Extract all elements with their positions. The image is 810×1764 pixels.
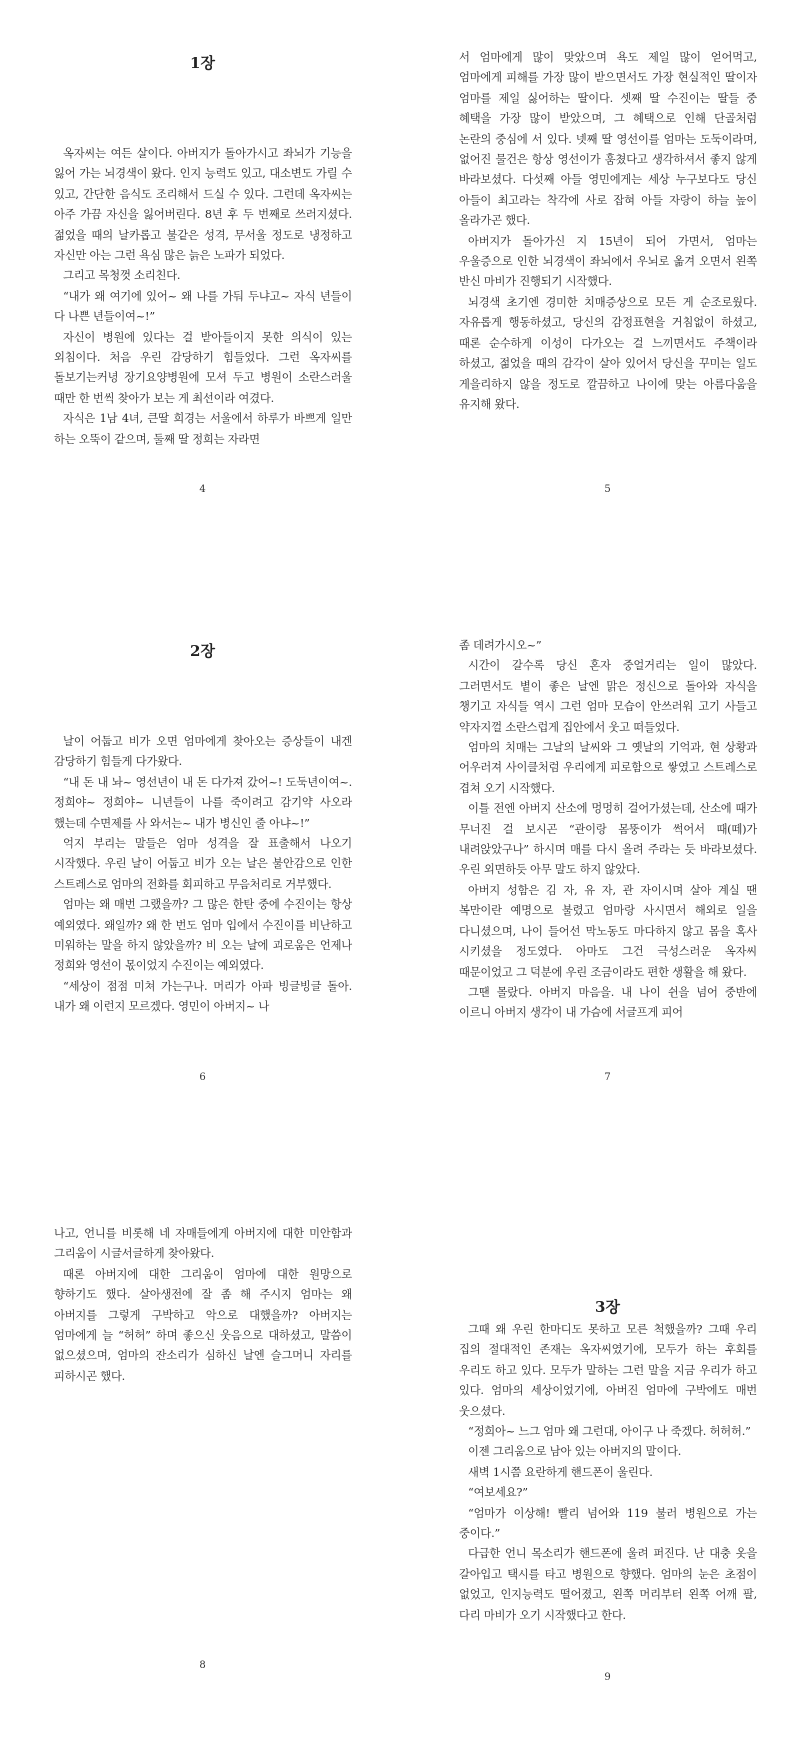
page-4 (0, 0, 405, 588)
paragraph: 억지 부리는 말들은 엄마 성격을 잘 표출해서 나오기 시작했다. 우린 날이 어둡고 비가 오는 날은 불안감으로 인한 스트레스로 엄마의 전화를 회피하고 무음처리로 거부했다. (54, 837, 352, 891)
paragraph: 다급한 언니 목소리가 핸드폰에 울려 퍼진다. 난 대충 옷을 갈아입고 택시를 타고 병원으로 향했다. 엄마의 눈은 초점이 없었고, 인지능력도 떨어졌고, 왼쪽 머리부터 왼쪽 어깨 팔, 다리 마비가 오기 시작했다고 한다. (459, 1547, 757, 1622)
paragraph: 시간이 갈수록 당신 혼자 중얼거리는 일이 많았다. 그러면서도 볕이 좋은 날엔 맑은 정신으로 돌아와 자식을 챙기고 자식들 역시 그런 엄마 모습이 안쓰러워 고기 사들고 약자지껄 소란스럽게 집안에서 웃고 떠들었다. (459, 659, 757, 734)
page-text (459, 48, 757, 415)
page-5 (405, 0, 810, 588)
paragraph: 엄마는 왜 매번 그랬을까? 그 많은 한탄 중에 수진이는 항상 예외였다. 왜일까? 왜 한 번도 엄마 입에서 수진이를 비난하고 미워하는 말을 하지 않았을까? 비 오는 날에 괴로움은 언제나 정희와 영선이 몫이었지 수진이는 예외였다. (54, 898, 352, 973)
page-7 (405, 588, 810, 1176)
paragraph: 그때 왜 우린 한마디도 못하고 모른 척했을까? 그때 우리 집의 절대적인 존재는 옥자씨였기에, 모두가 하는 후회를 우리도 하고 있다. 모두가 말하는 그런 말을 지금 우리가 하고 있다. 엄마의 세상이었기에, 아버진 엄마에 구박에도 매번 웃으셨다. (459, 1323, 757, 1418)
paragraph: “정희아~ 느그 엄마 왜 그런대, 아이구 나 죽겠다. 허허허.” (468, 1425, 751, 1439)
chapter-title: 2장 (190, 642, 215, 660)
page-number: 5 (604, 484, 611, 495)
paragraph: 그땐 몰랐다. 아버지 마음을. 내 나이 쉰을 넘어 중반에 이르니 아버지 생각이 내 가슴에 서글프게 피어 (459, 985, 757, 1020)
paragraph: 엄마의 치매는 그날의 날씨와 그 옛날의 기억과, 현 상황과 어우러져 사이클처럼 우리에게 피로함으로 쌓였고 스트레스로 겹쳐 오기 시작했다. (459, 741, 757, 795)
paragraph: 옥자씨는 여든 살이다. 아버지가 돌아가시고 좌뇌가 기능을 잃어 가는 뇌경색이 왔다. 인지 능력도 있고, 대소변도 가릴 수 있고, 간단한 음식도 조리해서 드실 수 있다. 그런데 옥자씨는 아주 가끔 자신을 잃어버린다. 8년 후 두 번째로 쓰러지셨다. 젊었을 때의 날카롭고 불같은 성격, 무서울 정도로 냉정하고 자신만 아는 그런 욕심 많은 늙은 노파가 되었다. (54, 147, 352, 263)
chapter-title: 1장 (190, 54, 215, 72)
paragraph: 때론 아버지에 대한 그리움이 엄마에 대한 원망으로 향하기도 했다. 살아생전에 잘 좀 해 주시지 엄마는 왜 아버지를 그렇게 구박하고 악으로 대했을까? 아버지는 엄마에게 늘 “허허” 하며 좋으신 웃음으로 대하셨고, 말씀이 없으셨으며, 엄마의 잔소리가 심하신 날엔 슬그머니 자리를 피하시곤 했다. (54, 1267, 352, 1383)
page-number: 6 (199, 1072, 206, 1083)
paragraph: 나고, 언니를 비롯해 네 자매들에게 아버지에 대한 미안함과 그리움이 시글서글하게 찾아왔다. (54, 1227, 352, 1261)
paragraph: “엄마가 이상해! 빨리 넘어와 119 불러 병원으로 가는 중이다.” (459, 1506, 757, 1541)
paragraph: 아버지가 돌아가신 지 15년이 되어 가면서, 엄마는 우울증으로 인한 뇌경색이 좌뇌에서 우뇌로 옮겨 오면서 왼쪽 반신 마비가 진행되기 시작했다. (459, 234, 757, 289)
page-number: 7 (604, 1072, 611, 1083)
paragraph: 그리고 목청껏 소리친다. (63, 269, 181, 283)
page-6 (0, 588, 405, 1176)
chapter-title: 3장 (595, 1298, 620, 1316)
paragraph: 자식은 1남 4녀, 큰딸 희경는 서울에서 하루가 바쁘게 일만 하는 오뚝이 같으며, 둘째 딸 정희는 자라면 (54, 412, 352, 446)
paragraph: 뇌경색 초기엔 경미한 치매증상으로 모든 게 순조로웠다. 자유롭게 행동하셨고, 당신의 감정표현을 거침없이 하셨고, 때론 순수하게 이성이 다가오는 걸 느끼면서도 주책이라 하셨고, 젊었을 때의 감각이 살아 있어서 당신을 꾸미는 일도 게을리하지 않을 정도로 깔끔하고 나이에 맞는 아름다움을 유지해 왔다. (459, 295, 757, 411)
paragraph: 새벽 1시쯤 요란하게 핸드폰이 울린다. (468, 1465, 653, 1479)
page-number: 8 (199, 1660, 206, 1671)
page-number: 4 (199, 484, 206, 495)
page-text (54, 1224, 352, 1387)
paragraph: “내 돈 내 놔~ 영선년이 내 돈 다가져 갔어~! 도둑년이여~. 정희야~ 정희야~ 니년들이 나를 죽이려고 감기약 사오라 했는데 수면제를 사 와서는~ 내가 병신인 줄 아냐~!” (54, 775, 352, 830)
page-text (54, 732, 352, 1018)
paragraph: “여보세요?” (468, 1486, 528, 1500)
paragraph: 아버지 성함은 김 자, 유 자, 관 자이시며 살아 계실 땐 복만이란 예명으로 불렸고 엄마랑 사시면서 해외로 일을 다니셨으며, 나이 들어선 막노동도 마다하지 않고 몸을 혹사 시키셨을 정도였다. 아마도 그건 극성스러운 옥자씨 때문이었고 그 덕분에 우린 조금이라도 편한 생활을 해 왔다. (459, 883, 757, 979)
paragraph: 날이 어둡고 비가 오면 엄마에게 찾아오는 증상들이 내겐 감당하기 힘들게 다가왔다. (54, 735, 352, 769)
paragraph: “세상이 점점 미쳐 가는구나. 머리가 아파 빙글빙글 돌아. 내가 왜 이런지 모르겠다. 영민이 아버지~ 나 (54, 979, 352, 1014)
paragraph: 서 엄마에게 많이 맞았으며 욕도 제일 많이 얻어먹고, 엄마에게 피해를 가장 많이 받으면서도 가장 현실적인 딸이자 엄마를 제일 싫어하는 딸이다. 셋째 딸 수진이는 딸들 중 혜택을 가장 많이 받았으며, 그 혜택으로 인해 단골처럼 논란의 중심에 서 있다. 넷째 딸 영선이를 엄마는 도둑이라며, 없어진 물건은 항상 영선이가 훔쳤다고 생각하셔서 좋지 않게 바라보셨다. 다섯째 아들 영민에게는 세상 누구보다도 당신 아들이 최고라는 착각에 사로 잡혀 아들 자랑이 하늘 높이 올라가곤 했다. (459, 51, 757, 228)
page-9 (405, 1176, 810, 1764)
paragraph: “내가 왜 여기에 있어~ 왜 나를 가둬 두냐고~ 자식 년들이 다 나쁜 년들이여~!” (54, 289, 352, 324)
paragraph: 이틀 전엔 아버지 산소에 멍멍히 걸어가셨는데, 산소에 때가 무너진 걸 보시곤 “관이랑 몸뚱이가 썩어서 때(떼)가 내려앉았구나” 하시며 매를 다시 올려 주라는 듯 바라보셨다. 우린 외면하듯 아무 말도 하지 않았다. (459, 802, 757, 877)
paragraph: 이젠 그리움으로 남아 있는 아버지의 말이다. (468, 1445, 682, 1459)
page-text (54, 144, 352, 450)
page-text (459, 1320, 757, 1626)
page-text (459, 636, 757, 1024)
paragraph: 자신이 병원에 있다는 걸 받아들이지 못한 의식이 있는 외침이다. 처음 우린 감당하기 힘들었다. 그런 옥자씨를 돌보기는커녕 장기요양병원에 모셔 두고 병원이 소란스러울 때만 한 번씩 찾아가 보는 게 최선이라 여겼다. (54, 330, 352, 405)
page-number: 9 (604, 1672, 611, 1683)
paragraph: 좀 데려가시오~” (459, 639, 542, 652)
page-8 (0, 1176, 405, 1764)
